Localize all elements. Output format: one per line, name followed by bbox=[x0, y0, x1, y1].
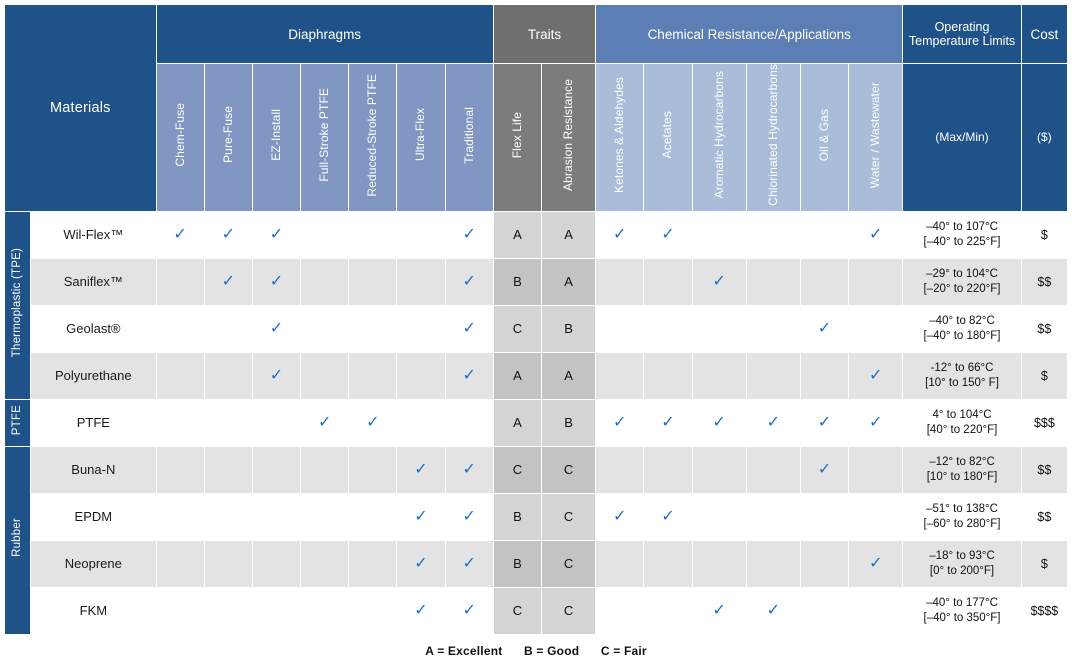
temperature-celsius: –12° to 82°C bbox=[929, 456, 995, 469]
cell-aromatic-hydrocarbons bbox=[692, 352, 746, 399]
cell-water-wastewater bbox=[849, 446, 903, 493]
cell-abrasion-resistance: B bbox=[541, 399, 595, 446]
cell-water-wastewater bbox=[849, 587, 903, 634]
column-header-ez-install: EZ-Install bbox=[252, 64, 300, 212]
cell-aromatic-hydrocarbons: ✓ bbox=[692, 258, 746, 305]
cell-pure-fuse bbox=[204, 587, 252, 634]
column-header-max-min: (Max/Min) bbox=[903, 64, 1021, 212]
cell-ultra-flex bbox=[397, 399, 445, 446]
cell-ketones-aldehydes: ✓ bbox=[596, 399, 644, 446]
cell-ez-install bbox=[252, 493, 300, 540]
cell-abrasion-resistance: A bbox=[541, 211, 595, 258]
cell-ketones-aldehydes: ✓ bbox=[596, 493, 644, 540]
cell-reduced-stroke-ptfe bbox=[349, 258, 397, 305]
material-name: Wil-Flex™ bbox=[31, 211, 156, 258]
cell-temperature bbox=[903, 305, 1021, 352]
group-header-cost bbox=[1021, 5, 1067, 64]
materials-header-cell bbox=[5, 5, 157, 212]
table-row bbox=[5, 446, 1068, 493]
temperature-celsius: –29° to 104°C bbox=[926, 268, 998, 281]
cell-traditional: ✓ bbox=[445, 540, 493, 587]
temperature-celsius: –40° to 177°C bbox=[926, 597, 998, 610]
cell-ultra-flex: ✓ bbox=[397, 587, 445, 634]
cell-abrasion-resistance: C bbox=[541, 446, 595, 493]
cell-pure-fuse: ✓ bbox=[204, 258, 252, 305]
cell-cost: $$ bbox=[1021, 446, 1067, 493]
column-header-full-stroke-ptfe: Full-Stroke PTFE bbox=[301, 64, 349, 212]
temperature-celsius: 4° to 104°C bbox=[932, 409, 992, 422]
cell-flex-life: A bbox=[493, 352, 541, 399]
cell-ez-install: ✓ bbox=[252, 305, 300, 352]
cell-full-stroke-ptfe bbox=[301, 540, 349, 587]
cell-abrasion-resistance: C bbox=[541, 587, 595, 634]
cell-traditional: ✓ bbox=[445, 352, 493, 399]
cell-pure-fuse bbox=[204, 493, 252, 540]
table-row bbox=[5, 587, 1068, 634]
cell-temperature bbox=[903, 587, 1021, 634]
cell-acetates: ✓ bbox=[644, 399, 692, 446]
material-name: Polyurethane bbox=[31, 352, 156, 399]
cell-ketones-aldehydes bbox=[596, 305, 644, 352]
cell-chlorinated-hydrocarbons bbox=[746, 305, 800, 352]
cell-temperature bbox=[903, 211, 1021, 258]
cell-cost: $ bbox=[1021, 540, 1067, 587]
cell-chem-fuse bbox=[156, 258, 204, 305]
table-row bbox=[5, 305, 1068, 352]
legend-item-a: A = Excellent bbox=[425, 643, 503, 658]
cell-ketones-aldehydes bbox=[596, 540, 644, 587]
cell-reduced-stroke-ptfe bbox=[349, 211, 397, 258]
cell-water-wastewater: ✓ bbox=[849, 399, 903, 446]
cell-chem-fuse bbox=[156, 305, 204, 352]
cell-pure-fuse bbox=[204, 305, 252, 352]
cell-full-stroke-ptfe bbox=[301, 211, 349, 258]
cell-acetates bbox=[644, 540, 692, 587]
cell-cost: $$$$ bbox=[1021, 587, 1067, 634]
cell-oil-gas: ✓ bbox=[800, 446, 848, 493]
column-header-ketones-aldehydes: Ketones & Aldehydes bbox=[596, 64, 644, 212]
material-name: Buna-N bbox=[31, 446, 156, 493]
cell-traditional: ✓ bbox=[445, 587, 493, 634]
table-row bbox=[5, 399, 1068, 446]
cell-water-wastewater bbox=[849, 258, 903, 305]
cell-ketones-aldehydes bbox=[596, 352, 644, 399]
cell-flex-life: A bbox=[493, 211, 541, 258]
temperature-fahrenheit: [–20° to 220°F] bbox=[923, 282, 1001, 295]
cell-chlorinated-hydrocarbons: ✓ bbox=[746, 587, 800, 634]
cell-ez-install bbox=[252, 587, 300, 634]
cell-chlorinated-hydrocarbons bbox=[746, 446, 800, 493]
column-header-ultra-flex: Ultra-Flex bbox=[397, 64, 445, 212]
column-header-chlorinated-hydrocarbons: Chlorinated Hydrocarbons bbox=[746, 64, 800, 212]
cell-aromatic-hydrocarbons: ✓ bbox=[692, 399, 746, 446]
column-header-oil-gas: Oil & Gas bbox=[800, 64, 848, 212]
cell-abrasion-resistance: C bbox=[541, 493, 595, 540]
cell-water-wastewater bbox=[849, 305, 903, 352]
cell-chlorinated-hydrocarbons bbox=[746, 540, 800, 587]
cell-reduced-stroke-ptfe: ✓ bbox=[349, 399, 397, 446]
cell-oil-gas bbox=[800, 540, 848, 587]
cell-ketones-aldehydes bbox=[596, 587, 644, 634]
cell-reduced-stroke-ptfe bbox=[349, 493, 397, 540]
cell-oil-gas: ✓ bbox=[800, 305, 848, 352]
cell-ultra-flex bbox=[397, 305, 445, 352]
cell-cost: $$ bbox=[1021, 493, 1067, 540]
cell-temperature bbox=[903, 493, 1021, 540]
category-label-rubber: Rubber bbox=[5, 446, 31, 634]
column-header-abrasion-resistance: Abrasion Resistance bbox=[541, 64, 595, 212]
cell-traditional: ✓ bbox=[445, 446, 493, 493]
cell-water-wastewater: ✓ bbox=[849, 211, 903, 258]
cell-chlorinated-hydrocarbons bbox=[746, 352, 800, 399]
materials-matrix-table bbox=[4, 4, 1068, 635]
cell-acetates bbox=[644, 258, 692, 305]
cell-temperature bbox=[903, 540, 1021, 587]
temperature-celsius: –51° to 138°C bbox=[926, 503, 998, 516]
temperature-fahrenheit: [–40° to 350°F] bbox=[923, 611, 1001, 624]
temperature-celsius: –18° to 93°C bbox=[929, 550, 995, 563]
cell-pure-fuse: ✓ bbox=[204, 211, 252, 258]
cell-reduced-stroke-ptfe bbox=[349, 587, 397, 634]
column-header-traditional: Traditional bbox=[445, 64, 493, 212]
cell-chem-fuse bbox=[156, 540, 204, 587]
cell-full-stroke-ptfe bbox=[301, 446, 349, 493]
cell-aromatic-hydrocarbons bbox=[692, 493, 746, 540]
table-row bbox=[5, 211, 1068, 258]
cell-acetates bbox=[644, 352, 692, 399]
cell-chlorinated-hydrocarbons: ✓ bbox=[746, 399, 800, 446]
cell-chem-fuse bbox=[156, 399, 204, 446]
cell-abrasion-resistance: A bbox=[541, 258, 595, 305]
cell-abrasion-resistance: B bbox=[541, 305, 595, 352]
cell-flex-life: B bbox=[493, 540, 541, 587]
legend-item-b: B = Good bbox=[523, 643, 580, 658]
column-header-chem-fuse: Chem-Fuse bbox=[156, 64, 204, 212]
header-column-row bbox=[5, 64, 1068, 212]
cell-chlorinated-hydrocarbons bbox=[746, 211, 800, 258]
cell-abrasion-resistance: A bbox=[541, 352, 595, 399]
cell-ez-install: ✓ bbox=[252, 258, 300, 305]
cell-cost: $ bbox=[1021, 352, 1067, 399]
cell-temperature bbox=[903, 399, 1021, 446]
cell-cost: $$ bbox=[1021, 305, 1067, 352]
cell-oil-gas bbox=[800, 211, 848, 258]
cell-ez-install: ✓ bbox=[252, 352, 300, 399]
cell-temperature bbox=[903, 258, 1021, 305]
cell-oil-gas bbox=[800, 258, 848, 305]
temperature-celsius: –40° to 107°C bbox=[926, 221, 998, 234]
group-label-cost: Cost bbox=[1030, 26, 1059, 42]
cell-ketones-aldehydes bbox=[596, 446, 644, 493]
cell-chem-fuse bbox=[156, 493, 204, 540]
cell-chem-fuse: ✓ bbox=[156, 211, 204, 258]
cell-traditional: ✓ bbox=[445, 211, 493, 258]
cell-flex-life: B bbox=[493, 258, 541, 305]
column-header-flex-life: Flex Life bbox=[493, 64, 541, 212]
column-header-reduced-stroke-ptfe: Reduced-Stroke PTFE bbox=[349, 64, 397, 212]
cell-chem-fuse bbox=[156, 446, 204, 493]
cell-water-wastewater bbox=[849, 493, 903, 540]
temperature-fahrenheit: [10° to 180°F] bbox=[926, 470, 998, 483]
cell-traditional bbox=[445, 399, 493, 446]
cell-flex-life: C bbox=[493, 305, 541, 352]
category-label-ptfe: PTFE bbox=[5, 399, 31, 446]
cell-water-wastewater: ✓ bbox=[849, 352, 903, 399]
table-header bbox=[5, 5, 1068, 212]
group-header-chemical-resistance bbox=[596, 5, 903, 64]
temperature-fahrenheit: [40° to 220°F] bbox=[926, 423, 998, 436]
cell-aromatic-hydrocarbons bbox=[692, 211, 746, 258]
cell-abrasion-resistance: C bbox=[541, 540, 595, 587]
cell-ez-install bbox=[252, 540, 300, 587]
cell-pure-fuse bbox=[204, 540, 252, 587]
cell-cost: $$ bbox=[1021, 258, 1067, 305]
temperature-celsius: -12° to 66°C bbox=[930, 362, 994, 375]
column-header-water-wastewater: Water / Wastewater bbox=[849, 64, 903, 212]
cell-full-stroke-ptfe bbox=[301, 305, 349, 352]
column-header-cost-dollars: ($) bbox=[1021, 64, 1067, 212]
table-row bbox=[5, 493, 1068, 540]
cell-ketones-aldehydes bbox=[596, 258, 644, 305]
cell-aromatic-hydrocarbons: ✓ bbox=[692, 587, 746, 634]
legend bbox=[0, 644, 1072, 658]
cell-oil-gas bbox=[800, 493, 848, 540]
table-row bbox=[5, 540, 1068, 587]
cell-traditional: ✓ bbox=[445, 258, 493, 305]
cell-pure-fuse bbox=[204, 352, 252, 399]
cell-reduced-stroke-ptfe bbox=[349, 305, 397, 352]
material-name: Neoprene bbox=[31, 540, 156, 587]
column-header-acetates: Acetates bbox=[644, 64, 692, 212]
temperature-fahrenheit: [–60° to 280°F] bbox=[923, 517, 1001, 530]
cell-temperature bbox=[903, 352, 1021, 399]
group-label-diaphragms: Diaphragms bbox=[288, 26, 362, 42]
cell-aromatic-hydrocarbons bbox=[692, 305, 746, 352]
table-row bbox=[5, 352, 1068, 399]
material-name: Saniflex™ bbox=[31, 258, 156, 305]
temperature-fahrenheit: [10° to 150° F] bbox=[925, 376, 999, 389]
header-group-row bbox=[5, 5, 1068, 64]
cell-cost: $ bbox=[1021, 211, 1067, 258]
column-header-pure-fuse: Pure-Fuse bbox=[204, 64, 252, 212]
cell-acetates bbox=[644, 305, 692, 352]
materials-header-label: Materials bbox=[49, 99, 111, 116]
cell-full-stroke-ptfe bbox=[301, 493, 349, 540]
cell-reduced-stroke-ptfe bbox=[349, 446, 397, 493]
cell-pure-fuse bbox=[204, 399, 252, 446]
cell-acetates: ✓ bbox=[644, 211, 692, 258]
cell-ultra-flex bbox=[397, 258, 445, 305]
cell-aromatic-hydrocarbons bbox=[692, 540, 746, 587]
column-header-aromatic-hydrocarbons: Aromatic Hydrocarbons bbox=[692, 64, 746, 212]
material-name: FKM bbox=[31, 587, 156, 634]
material-name: PTFE bbox=[31, 399, 156, 446]
cell-traditional: ✓ bbox=[445, 493, 493, 540]
cell-chlorinated-hydrocarbons bbox=[746, 258, 800, 305]
cell-oil-gas bbox=[800, 352, 848, 399]
legend-item-c: C = Fair bbox=[600, 643, 647, 658]
cell-chem-fuse bbox=[156, 587, 204, 634]
cell-full-stroke-ptfe bbox=[301, 258, 349, 305]
table-row bbox=[5, 258, 1068, 305]
cell-ultra-flex bbox=[397, 352, 445, 399]
group-label-operating-temperature: Operating Temperature Limits bbox=[908, 19, 1016, 48]
cell-reduced-stroke-ptfe bbox=[349, 540, 397, 587]
table-body bbox=[5, 211, 1068, 634]
cell-ultra-flex: ✓ bbox=[397, 493, 445, 540]
material-name: Geolast® bbox=[31, 305, 156, 352]
cell-traditional: ✓ bbox=[445, 305, 493, 352]
group-header-traits bbox=[493, 5, 595, 64]
group-label-traits: Traits bbox=[527, 26, 562, 42]
cell-cost: $$$ bbox=[1021, 399, 1067, 446]
cell-full-stroke-ptfe bbox=[301, 352, 349, 399]
cell-oil-gas bbox=[800, 587, 848, 634]
category-label-thermoplastic: Thermoplastic (TPE) bbox=[5, 211, 31, 399]
material-name: EPDM bbox=[31, 493, 156, 540]
material-selection-chart bbox=[0, 4, 1072, 658]
cell-acetates bbox=[644, 446, 692, 493]
cell-flex-life: C bbox=[493, 587, 541, 634]
cell-full-stroke-ptfe: ✓ bbox=[301, 399, 349, 446]
temperature-celsius: –40° to 82°C bbox=[929, 315, 995, 328]
cell-pure-fuse bbox=[204, 446, 252, 493]
cell-ez-install: ✓ bbox=[252, 211, 300, 258]
cell-aromatic-hydrocarbons bbox=[692, 446, 746, 493]
temperature-fahrenheit: [0° to 200°F] bbox=[929, 564, 995, 577]
cell-oil-gas: ✓ bbox=[800, 399, 848, 446]
cell-acetates bbox=[644, 587, 692, 634]
cell-temperature bbox=[903, 446, 1021, 493]
cell-flex-life: B bbox=[493, 493, 541, 540]
cell-ultra-flex: ✓ bbox=[397, 540, 445, 587]
cell-full-stroke-ptfe bbox=[301, 587, 349, 634]
cell-chem-fuse bbox=[156, 352, 204, 399]
temperature-fahrenheit: [–40° to 180°F] bbox=[923, 329, 1001, 342]
cell-ultra-flex: ✓ bbox=[397, 446, 445, 493]
cell-ultra-flex bbox=[397, 211, 445, 258]
cell-reduced-stroke-ptfe bbox=[349, 352, 397, 399]
cell-chlorinated-hydrocarbons bbox=[746, 493, 800, 540]
temperature-fahrenheit: [–40° to 225°F] bbox=[923, 235, 1001, 248]
group-label-chemical-resistance: Chemical Resistance/Applications bbox=[647, 26, 851, 42]
cell-water-wastewater: ✓ bbox=[849, 540, 903, 587]
cell-ez-install bbox=[252, 399, 300, 446]
cell-acetates: ✓ bbox=[644, 493, 692, 540]
cell-ketones-aldehydes: ✓ bbox=[596, 211, 644, 258]
group-header-diaphragms bbox=[156, 5, 493, 64]
cell-flex-life: A bbox=[493, 399, 541, 446]
cell-flex-life: C bbox=[493, 446, 541, 493]
group-header-operating-temperature bbox=[903, 5, 1021, 64]
cell-ez-install bbox=[252, 446, 300, 493]
